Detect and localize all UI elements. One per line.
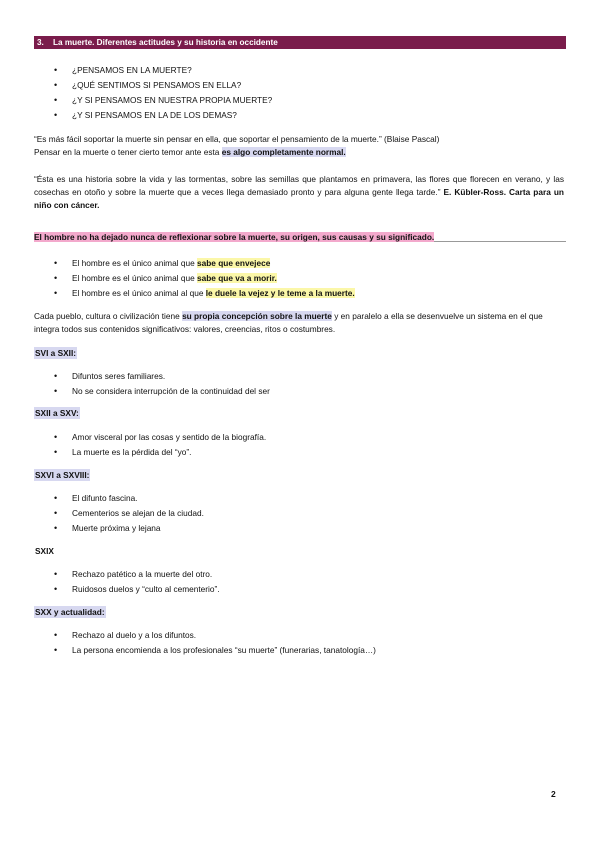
pascal-line: “Es más fácil soportar la muerte sin pensar en ella, que soportar el pensamiento de la muerte.” (Blaise Pascal) <box>34 134 440 144</box>
section-title-bar <box>34 36 566 49</box>
pascal-text: Pensar en la muerte o tener cierto temor ante esta <box>34 147 222 157</box>
bullet-icon: • <box>54 645 58 655</box>
list-item: • El hombre es el único animal que sabe que envejece <box>34 256 554 271</box>
period-list <box>34 369 554 399</box>
list-item: • Rechazo al duelo y a los difuntos. <box>34 628 554 643</box>
bullet-icon: • <box>54 432 58 442</box>
list-item: • ¿PENSAMOS EN LA MUERTE? <box>34 63 554 78</box>
bullet-icon: • <box>54 523 58 533</box>
quote-text: “Ésta es una historia sobre la vida y las tormentas, sobre las semillas que plantamos en primavera, las flores que florecen en verano, y las cosechas en otoño y sobre la muerte que a veces llega demasiado pronto y para alguna gente llega tarde.” <box>34 174 564 197</box>
highlighted-text: sabe que envejece <box>196 258 271 268</box>
page-number: 2 <box>551 789 556 799</box>
highlighted-text: le duele la vejez y le teme a la muerte. <box>205 288 355 298</box>
bullet-icon: • <box>54 493 58 503</box>
list-item: • Amor visceral por las cosas y sentido de la biografía. <box>34 430 554 445</box>
key-statement <box>34 227 566 242</box>
period-list <box>34 567 554 597</box>
list-item: • ¿Y SI PENSAMOS EN LA DE LOS DEMAS? <box>34 108 554 123</box>
bullet-icon: • <box>54 65 58 75</box>
list-item: • No se considera interrupción de la continuidad del ser <box>34 384 554 399</box>
period-list <box>34 491 554 536</box>
highlighted-text: es algo completamente normal. <box>221 147 346 157</box>
pascal-quote <box>34 133 564 159</box>
list-item: • Ruidosos duelos y “culto al cementerio”. <box>34 582 554 597</box>
bullet-icon: • <box>54 110 58 120</box>
bullet-icon: • <box>54 273 58 283</box>
bullet-icon: • <box>54 584 58 594</box>
bullet-icon: • <box>54 508 58 518</box>
list-item: • ¿QUÉ SENTIMOS SI PENSAMOS EN ELLA? <box>34 78 554 93</box>
list-item: • Rechazo patético a la muerte del otro. <box>34 567 554 582</box>
culture-paragraph: Cada pueblo, cultura o civilización tiene su propia concepción sobre la muerte y en paralelo a ella se desenvuelve un sistema en el que integra todos sus contenidos significativos: valores, creencias, ritos o costumbres. <box>34 311 543 334</box>
bullet-icon: • <box>54 258 58 268</box>
list-item: • Muerte próxima y lejana <box>34 521 554 536</box>
period-heading: SXX y actualidad: <box>35 607 105 617</box>
section-number: 3. <box>37 38 44 47</box>
period-list <box>34 628 554 658</box>
period-heading: SXVI a SXVIII: <box>35 470 90 480</box>
period-heading: SXII a SXV: <box>35 408 79 418</box>
highlighted-text: su propia concepción sobre la muerte <box>182 311 332 321</box>
list-item: • La persona encomienda a los profesionales “su muerte” (funerarias, tanatología…) <box>34 643 554 658</box>
human-bullet-list <box>34 256 554 301</box>
intro-question-list <box>34 63 554 123</box>
bullet-icon: • <box>54 80 58 90</box>
list-item: • El hombre es el único animal que sabe que va a morir. <box>34 271 554 286</box>
kubler-ross-quote <box>34 173 564 212</box>
quote-author: E. Kübler-Ross. Carta para un niño con cáncer. <box>34 187 564 210</box>
bullet-icon: • <box>54 371 58 381</box>
section-title: La muerte. Diferentes actitudes y su historia en occidente <box>53 38 278 47</box>
key-statement-text: El hombre no ha dejado nunca de reflexionar sobre la muerte, su origen, sus causas y su significado. <box>34 232 435 242</box>
list-item: • ¿Y SI PENSAMOS EN NUESTRA PROPIA MUERTE? <box>34 93 554 108</box>
bullet-icon: • <box>54 95 58 105</box>
highlighted-text: sabe que va a morir. <box>196 273 277 283</box>
list-item: • Cementerios se alejan de la ciudad. <box>34 506 554 521</box>
bullet-icon: • <box>54 288 58 298</box>
list-item: • La muerte es la pérdida del “yo”. <box>34 445 554 460</box>
list-item: • Difuntos seres familiares. <box>34 369 554 384</box>
bullet-icon: • <box>54 569 58 579</box>
bullet-icon: • <box>54 386 58 396</box>
list-item: • El difunto fascina. <box>34 491 554 506</box>
bullet-icon: • <box>54 630 58 640</box>
period-heading: SVI a SXII: <box>35 348 77 358</box>
period-heading: SXIX <box>35 546 54 556</box>
bullet-icon: • <box>54 447 58 457</box>
list-item: • El hombre es el único animal al que le duele la vejez y le teme a la muerte. <box>34 286 554 301</box>
period-list <box>34 430 554 460</box>
